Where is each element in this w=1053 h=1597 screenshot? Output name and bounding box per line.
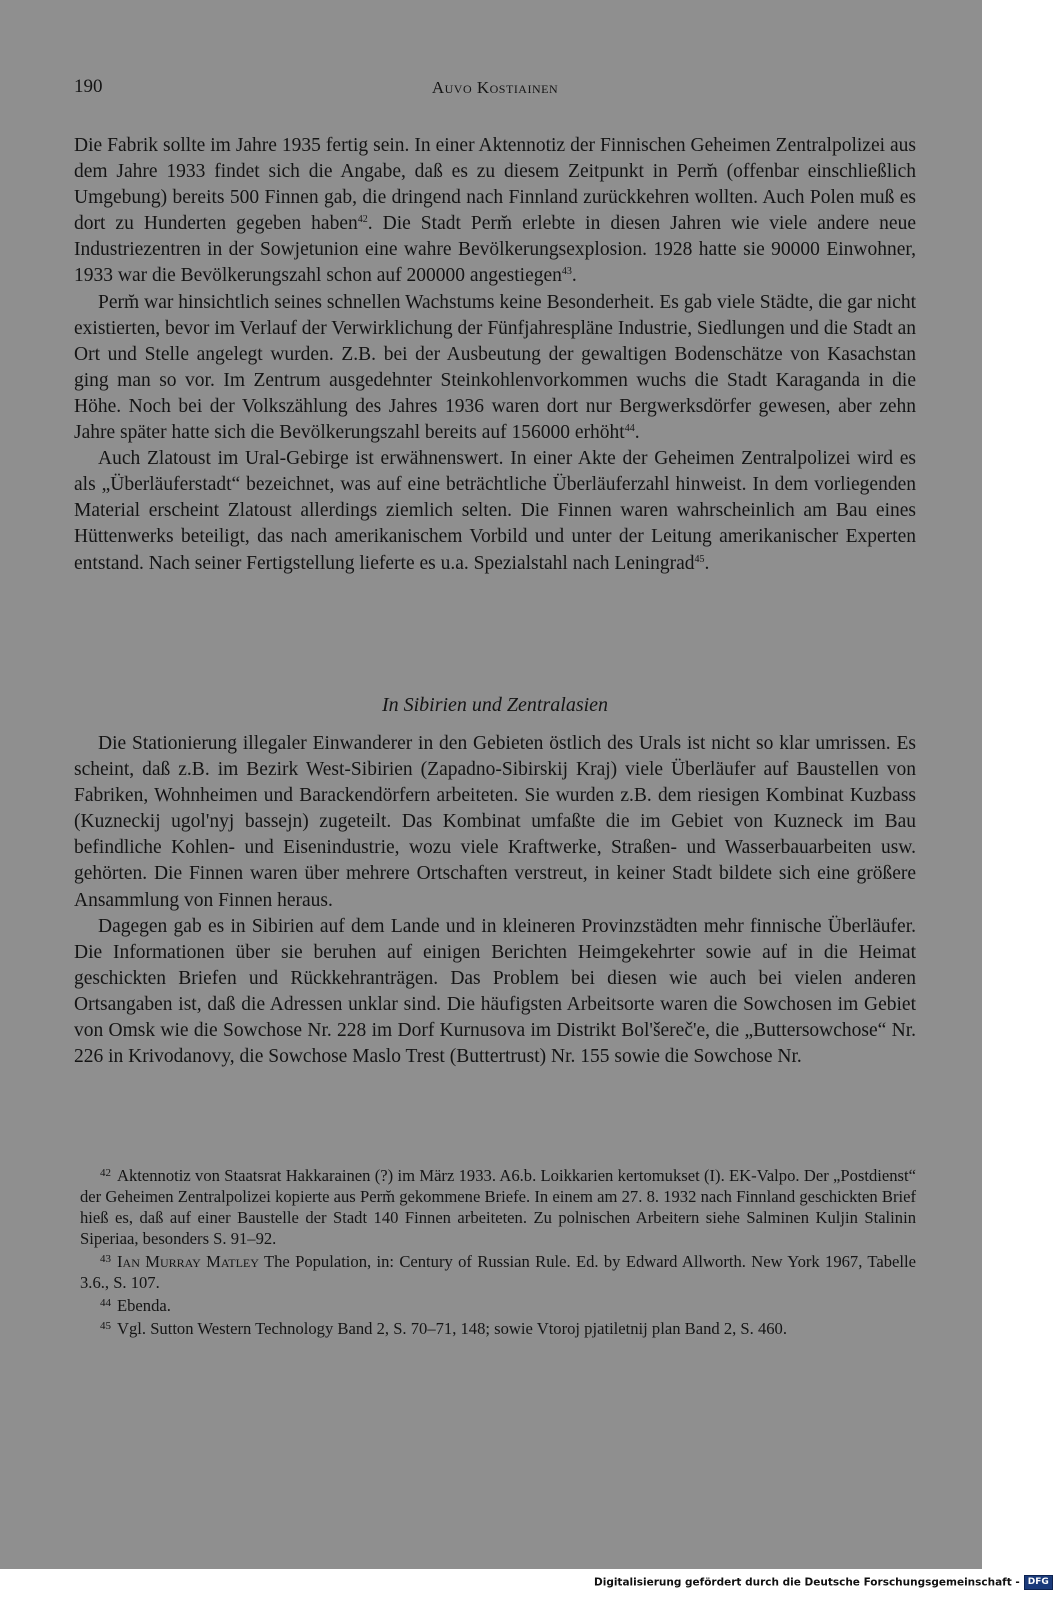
- section-heading: In Sibirien und Zentralasien: [381, 694, 609, 716]
- footnotes: [80, 1163, 916, 1339]
- footnote: $^{45}$ Vgl. Sutton Western Technology Band 2, S. 70–71, 148; sowie Vtoroj pjatiletnij plan Band 2, S. 460.: [100, 1319, 787, 1338]
- footnote-number: 44: [100, 1297, 111, 1309]
- footnote-number: 45: [100, 1320, 111, 1332]
- footnote-ref: 43: [561, 266, 572, 278]
- footnote-number: 42: [100, 1167, 111, 1179]
- footnote-number: 43: [100, 1253, 111, 1265]
- footnote: $^{43}$ Ian Murray Matley The Population, in: Century of Russian Rule. Ed. by Edward Allworth. New York 1967, Tabelle 3.6., S. 107.: [80, 1252, 917, 1292]
- footnote: $^{44}$ Ebenda.: [100, 1296, 171, 1315]
- paragraph: Dagegen gab es in Sibirien auf dem Lande und in kleineren Provinzstädten mehr finnische Überläufer. Die Informationen über sie beruhen auf einigen Berichten Heimgekehrter sowie auf in die Heimat geschickten Briefen und Rückkehranträgen. Das Problem bei diesen wie auch bei vielen anderen Ortsangaben ist, daß die Adressen unklar sind. Die häufigsten Arbeitsorte waren die Sowchosen im Gebiet von Omsk wie die Sowchose Nr. 228 im Dorf Kurnusova im Distrikt Bol'šereč'e, die „Buttersowchose“ Nr. 226 in Krivodanovy, die Sowchose Maslo Trest (Buttertrust) Nr. 155 sowie die Sowchose Nr.: [74, 915, 916, 1068]
- footnote-ref: 42: [357, 214, 368, 226]
- paragraph: Die Stationierung illegaler Einwanderer in den Gebieten östlich des Urals ist nicht so klar umrissen. Es scheint, daß z.B. im Bezirk West-Sibirien (Zapadno-Sibirskij Kraj) viele Überläufer auf Baustellen von Fabriken, Wohnheimen und Barackendörfern arbeiteten. Sie wurden z.B. dem riesigen Kombinat Kuzbass (Kuzneckij ugol'nyj bassejn) zugeteilt. Das Kombinat umfaßte die im Gebiet von Kuzneck im Bau befindliche Kohlen- und Eisenindustrie, wozu viele Kraftwerke, Straßen- und Wasserbauarbeiten usw. gehörten. Die Finnen waren über mehrere Ortschaften verstreut, in keiner Stadt bildete sich eine größere Ansammlung von Finnen heraus.: [74, 733, 916, 911]
- dfg-logo: DFG: [1024, 1575, 1053, 1590]
- paragraph: Die Fabrik sollte im Jahre 1935 fertig sein. In einer Aktennotiz der Finnischen Geheimen Zentralpolizei aus dem Jahre 1933 findet sich die Angabe, daß es zu diesem Zeitpunkt in Perm̆ (offenbar einschließlich Umgebung) bereits 500 Finnen gab, die dringend nach Finnland zurückkehren wollten. Auch Polen muß es dort zu Hunderten gegeben haben$^{42}$. Die Stadt Perm̆ erlebte in diesen Jahren wie viele andere neue Industriezentren in der Sowjetunion eine wahre Bevölkerungsexplosion. 1928 hatte sie 90000 Einwohner, 1933 war die Bevölkerungszahl schon auf 200000 angestiegen$^{43}$.: [74, 135, 916, 287]
- footnote: $^{42}$ Aktennotiz von Staatsrat Hakkarainen (?) im März 1933. A6.b. Loikkarien kertomukset (I). EK-Valpo. Der „Postdienst“ der Geheimen Zentralpolizei kopierte aus Perm̆ gekommene Briefe. In einem am 27. 8. 1932 nach Finnland geschickten Brief hieß es, daß auf einer Baustelle der Stadt 140 Finnen arbeiteten. Zu polnischen Arbeitern siehe Salminen Kuljin Stalinin Siperiaa, besonders S. 91–92.: [80, 1166, 916, 1248]
- page-number: 190: [74, 76, 103, 97]
- author-name: Ian Murray Matley: [117, 1252, 259, 1271]
- body-text-section-2: [74, 731, 916, 1070]
- paragraph: Perm̆ war hinsichtlich seines schnellen Wachstums keine Besonderheit. Es gab viele Städte, die gar nicht existierten, bevor im Verlauf der Verwirklichung der Fünfjahrespläne Industrie, Siedlungen und die Stadt an Ort und Stelle angelegt wurden. Z.B. bei der Ausbeutung der gewaltigen Bodenschätze von Kasachstan ging man so vor. Im Zentrum ausgedehnter Steinkohlenvorkommen wuchs die Stadt Karaganda in die Höhe. Noch bei der Volkszählung des Jahres 1936 waren dort nur Bergwerksdörfer gewesen, aber zehn Jahre später hatte sich die Bevölkerungszahl bereits auf 156000 erhöht$^{44}$.: [74, 291, 916, 444]
- running-head: Auvo Kostiainen: [431, 78, 559, 97]
- footnote-ref: 44: [624, 423, 635, 435]
- digitization-credit: Digitalisierung gefördert durch die Deutsche Forschungsgemeinschaft - DFG: [594, 1575, 1053, 1591]
- footnote-ref: 45: [694, 553, 705, 565]
- page-header: [74, 76, 916, 102]
- body-text-section-1: [74, 133, 916, 577]
- paragraph: Auch Zlatoust im Ural-Gebirge ist erwähnenswert. In einer Akte der Geheimen Zentralpolizei wird es als „Überläuferstadt“ bezeichnet, was auf eine beträchtliche Überläuferzahl hinweist. In dem vorliegenden Material erscheint Zlatoust allerdings ziemlich selten. Die Finnen waren wahrscheinlich am Bau eines Hüttenwerks beteiligt, das nach amerikanischem Vorbild und unter der Leitung amerikanischer Experten entstand. Nach seiner Fertigstellung lieferte es u.a. Spezialstahl nach Leningrad$^{45}$.: [74, 448, 916, 574]
